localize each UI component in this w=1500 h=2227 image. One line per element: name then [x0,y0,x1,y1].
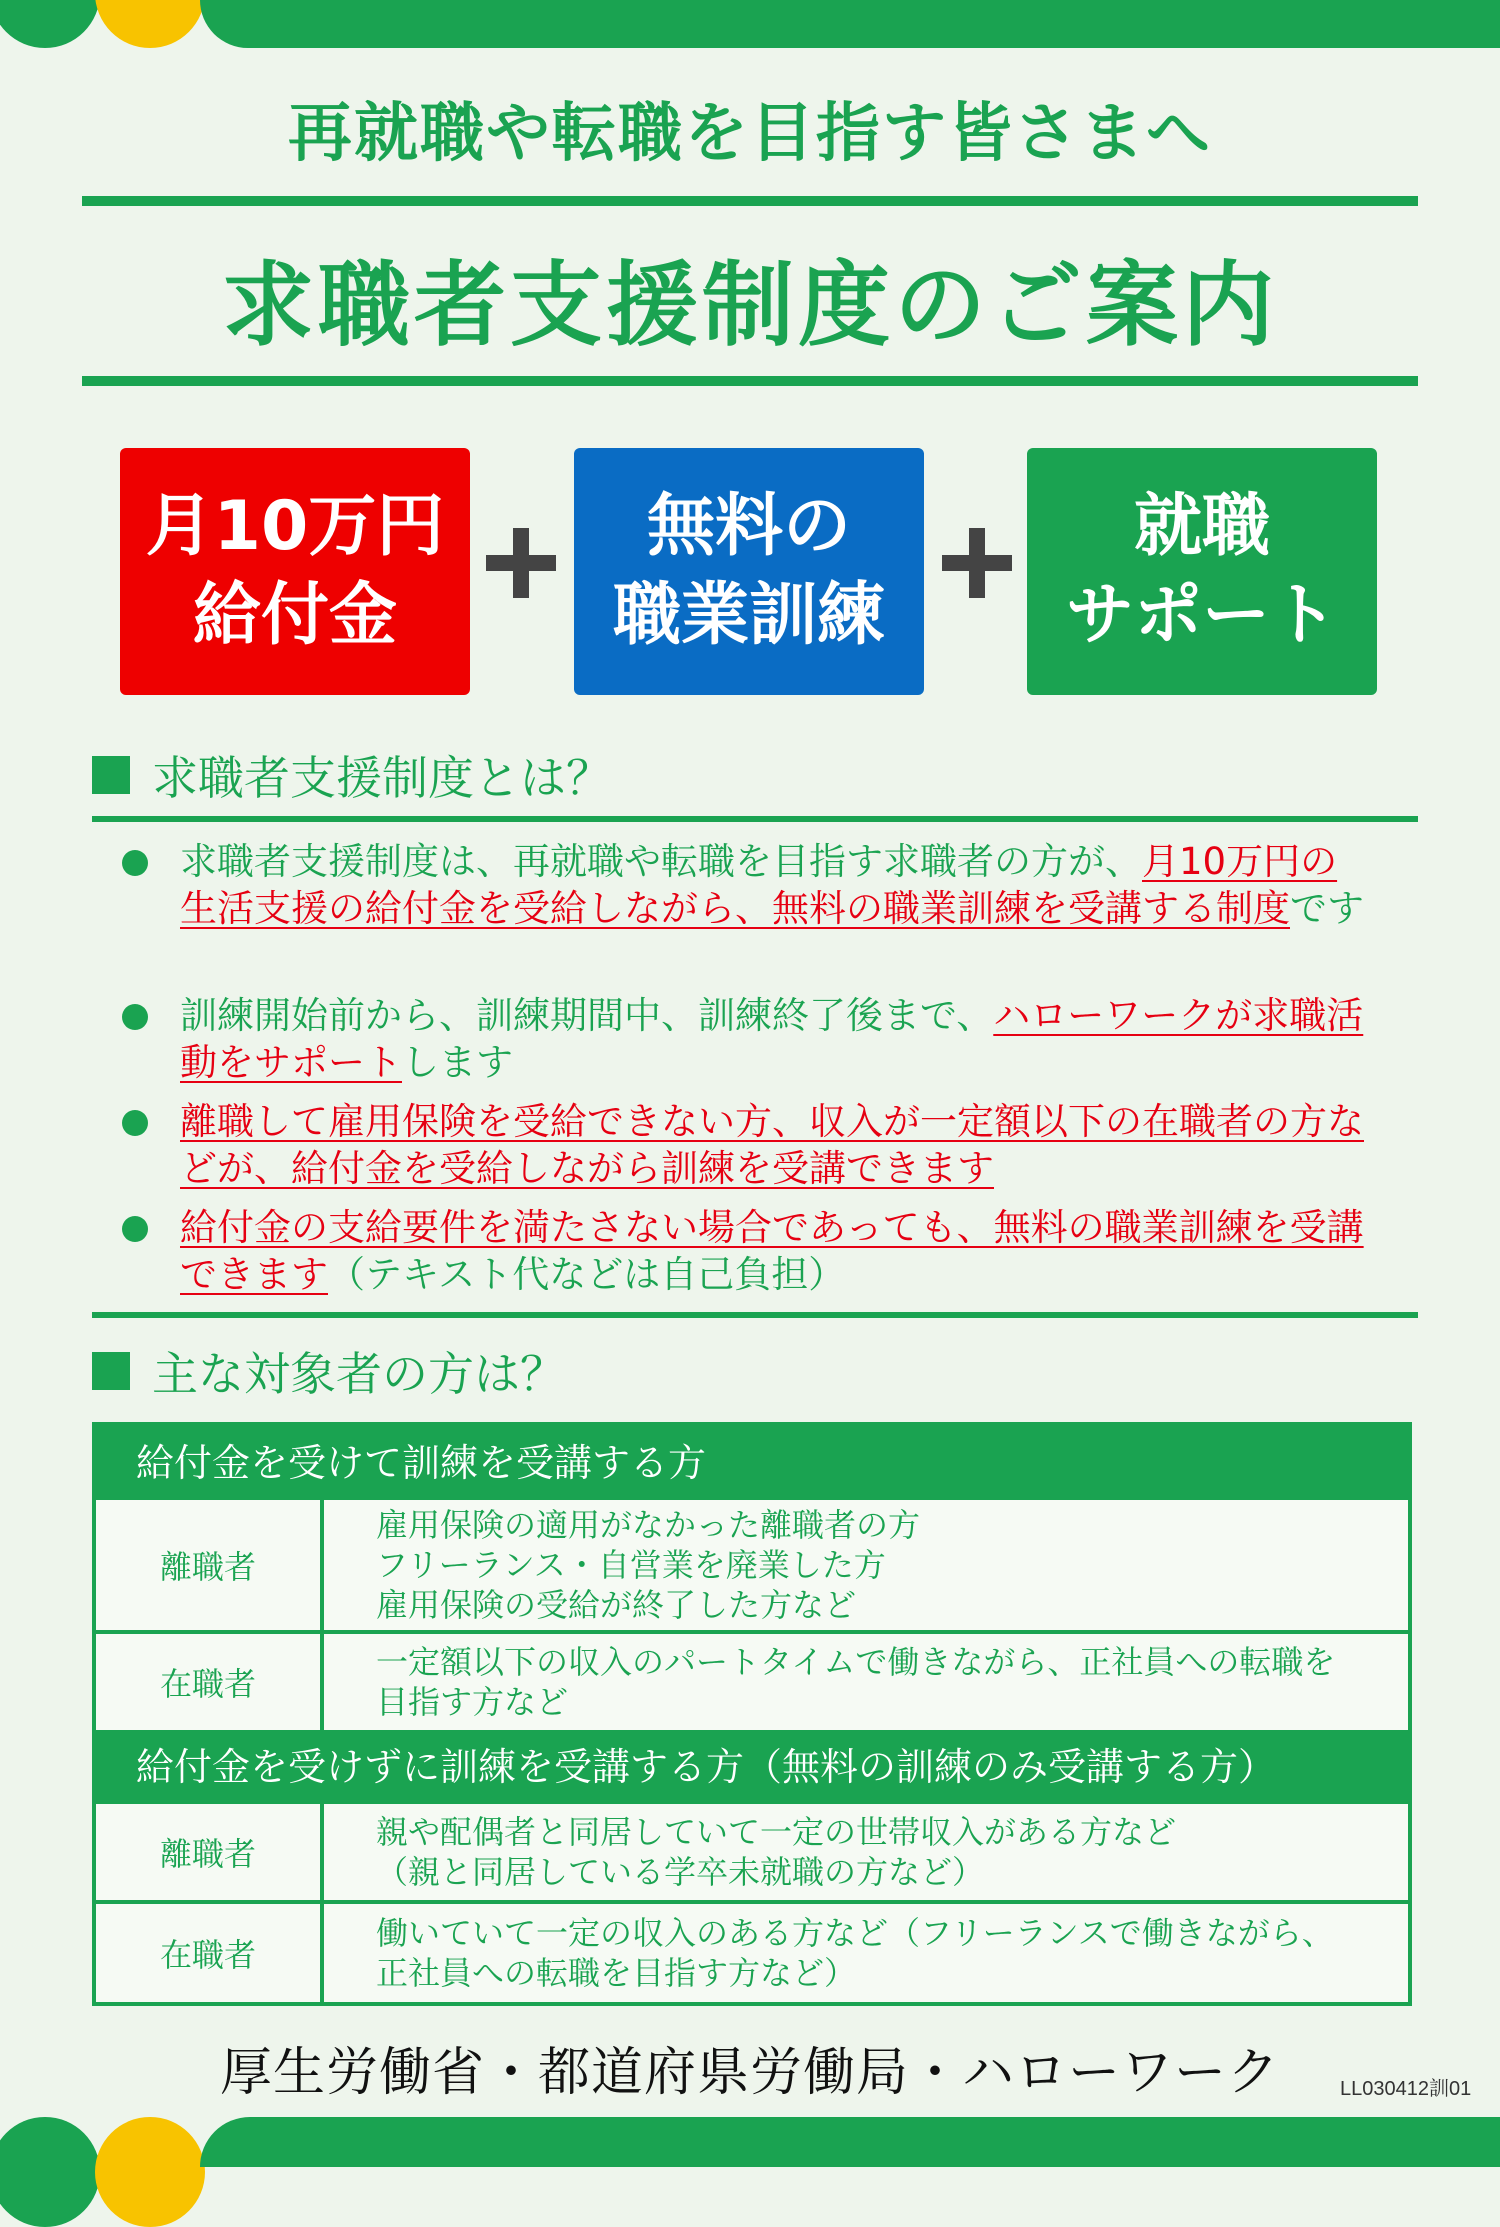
decor-circle-green-bottom [0,2117,100,2227]
square-bullet-icon [92,1352,130,1390]
bullet-text-part: です [1290,887,1364,930]
plus-icon [942,528,1012,598]
row-label: 在職者 [159,1665,256,1703]
target-table [92,1422,1412,2006]
row-text-line: 雇用保険の適用がなかった離職者の方 [376,1506,921,1544]
feature-training-line1: 無料の [646,487,851,567]
table-group-header: 給付金を受けて訓練を受講する方 [96,1426,1408,1500]
bullet-item [122,1204,1372,1298]
row-text [376,1913,1378,1993]
row-text-line: 雇用保険の受給が終了した方など [376,1586,857,1624]
row-text [376,1642,1378,1722]
feature-support-line1: 就職 [1133,487,1270,567]
decor-circle-green-top [0,0,100,48]
bullet-dot-icon [122,850,148,876]
section-heading-targets-text: 主な対象者の方は？ [152,1347,566,1401]
bullet-text-part: 求職者支援制度は、再就職や転職を目指す求職者の方が、 [180,840,1142,883]
decor-circle-yellow-bottom [95,2117,205,2227]
bullet-text-part: します [402,1041,513,1084]
footer-organizations: 厚生労働省・都道府県労働局・ハローワーク [219,2043,1280,2103]
subtitle: 再就職や転職を目指す皆さまへ [288,97,1212,171]
table-group-header: 給付金を受けずに訓練を受講する方（無料の訓練のみ受講する方） [96,1730,1408,1804]
row-text-line: 働いていて一定の収入のある方など（フリーランスで働きながら、 [376,1914,1334,1952]
column-divider [320,1634,324,1730]
table-row [96,1804,1408,1900]
bullet-text-highlight: ハローワークが求職活動をサポート [180,994,1364,1084]
plus-icon [486,528,556,598]
bullet-text-part: （テキスト代などは自己負担） [328,1253,846,1296]
row-text [376,1505,1378,1625]
row-text-line: 親や配偶者と同居していて一定の世帯収入がある方など [376,1813,1177,1851]
bullet-item [122,1098,1372,1192]
row-text-line: （親と同居している学卒未就職の方など） [376,1853,985,1891]
section-heading-about [92,742,612,808]
row-text-line: 一定額以下の収入のパートタイムで働きながら、正社員への転職を [376,1643,1336,1681]
feature-support-line2: サポート [1065,575,1338,655]
row-text [376,1812,1378,1892]
row-label: 離職者 [159,1548,256,1586]
section-heading-targets [92,1338,566,1404]
bullet-text-part: 訓練開始前から、訓練期間中、訓練終了後まで、 [180,994,994,1037]
bullet-dot-icon [122,1110,148,1136]
bullet-dot-icon [122,1004,148,1030]
section-rule [92,1312,1418,1318]
bullet-text-highlight: 離職して雇用保険を受給できない方、収入が一定額以下の在職者の方などが、給付金を受給しながら訓練を受講できます [180,1100,1364,1190]
decor-top-bar [200,0,1500,48]
bullet-text-highlight: 月10万円の生活支援の給付金を受給しながら、無料の職業訓練を受講する制度 [180,840,1338,930]
feature-benefit [120,448,470,695]
section-rule [92,816,1418,822]
feature-support [1027,448,1377,695]
feature-benefit-line2: 給付金 [192,575,397,655]
row-label: 在職者 [159,1936,256,1974]
bullet-item [122,838,1372,932]
row-text-line: 目指す方など [376,1683,569,1721]
table-row [96,1500,1408,1630]
page-title: 求職者支援制度のご案内 [221,252,1278,359]
table-row [96,1904,1408,2002]
bullet-text-highlight: 給付金の支給要件を満たさない場合であっても、無料の職業訓練を受講できます [180,1206,1364,1296]
section-heading-about-text: 求職者支援制度とは？ [152,751,612,805]
column-divider [320,1904,324,2002]
bullet-item [122,992,1372,1086]
row-text-line: 正社員への転職を目指す方など） [376,1954,857,1992]
bullet-text [180,992,1372,1086]
decor-circle-yellow-top [95,0,205,48]
square-bullet-icon [92,756,130,794]
bullet-dot-icon [122,1216,148,1242]
feature-training-line2: 職業訓練 [612,575,885,655]
bullet-text [180,1098,1372,1192]
title-rule-bottom [82,376,1418,386]
title-rule-top [82,196,1418,206]
bullet-text [180,1204,1372,1298]
decor-bottom-bar [200,2117,1500,2167]
feature-training [574,448,924,695]
row-text-line: フリーランス・自営業を廃業した方 [376,1546,886,1584]
row-label: 離職者 [159,1835,256,1873]
column-divider [320,1804,324,1900]
bullet-text [180,838,1372,932]
document-code: LL030412訓01 [1340,2078,1472,2100]
table-row [96,1634,1408,1730]
feature-benefit-line1: 月10万円 [145,487,445,567]
column-divider [320,1500,324,1630]
